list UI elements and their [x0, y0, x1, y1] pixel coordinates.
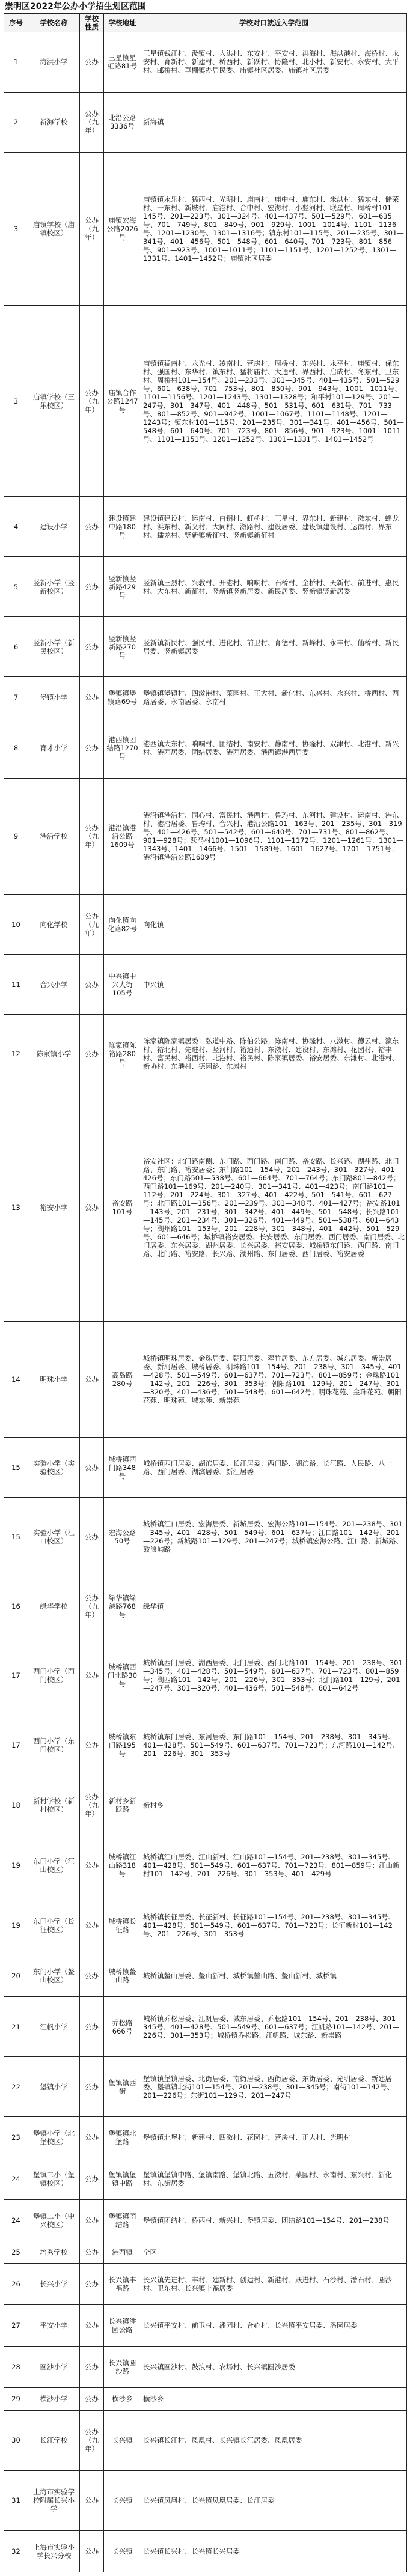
school-name: 培秀学校 — [28, 2241, 80, 2264]
row-number: 17 — [4, 1715, 28, 1775]
row-number: 18 — [4, 1775, 28, 1835]
school-address: 庙镇合作公路1247号 — [104, 306, 141, 497]
school-name: 堡镇二小（中兴校区） — [28, 2199, 80, 2241]
school-address: 堡镇镇堡镇中路 — [104, 2158, 141, 2199]
admission-scope: 城桥镇乔松居委、江帆居委、城东居委、乔松路101—154号、201—238号、301—345号、401—428号、501—549号、601—637号；江帆路101—142号、201—226号、301—353号；城桥镇乔松路、江帆路、城东路、新崇路 — [141, 1997, 407, 2057]
school-name: 西门小学（东门校区） — [28, 1715, 80, 1775]
admission-scope: 陈家镇陈家镇居委：弘道中路、陈伯公路；陈南村、协隆村、八滧村、德云村、瀛东村、裕北村、先进村、竖河村、裕通村、东滧村、建设村、东滩村、花园村、裕丰村、富民村、裕西村、北港村、裕民村、陈家镇居委、裕安居委、东滩村、北港村、新协村、东港村、德园路、东滩村 — [141, 1015, 407, 1093]
school-type: 公办 — [80, 32, 104, 93]
school-address: 港西镇 — [104, 2241, 141, 2264]
row-number: 4 — [4, 497, 28, 557]
school-type: 公办（九年） — [80, 2410, 104, 2470]
school-type: 公办（九年） — [80, 152, 104, 306]
table-row — [4, 2117, 407, 2158]
school-name: 新村学校（新村校区） — [28, 1775, 80, 1835]
school-type: 公办（九年） — [80, 895, 104, 955]
row-number: 15 — [4, 1438, 28, 1498]
school-name: 绿华学校 — [28, 1576, 80, 1636]
school-address: 长兴镇潘园公路 — [104, 2305, 141, 2347]
admission-scope: 城桥镇明珠居委、金珠居委、朝阳居委、翠竹居委、东方居委、城东居委、新崇居委、新河居委、城桥居委、明珠路101—154号、201—238号、301—345号、401—428号、501—549号、601—637号、701—723号、801—859号；金珠路101—142号、201—226号、301—353号；朝阳路101—129号、201—247号、301—320号、401—436号、501—548号、601—642号；明珠花苑、金珠花苑、朝阳花苑、明珠苑、城东苑、新崇苑 — [141, 1322, 407, 1438]
school-type: 公办 — [80, 1997, 104, 2057]
table-row — [4, 1015, 407, 1093]
table-row — [4, 955, 407, 1015]
header-school-type: 学校性质 — [80, 14, 104, 32]
row-number: 11 — [4, 955, 28, 1015]
admission-scope: 向化镇 — [141, 895, 407, 955]
school-type: 公办 — [80, 2158, 104, 2199]
school-name: 育才小学 — [28, 718, 80, 778]
school-type: 公办 — [80, 677, 104, 718]
school-name: 明珠小学 — [28, 1322, 80, 1438]
school-address: 堡镇镇北堡路 — [104, 2117, 141, 2158]
admission-scope: 城桥镇鳌山居委、鳌山新村、城桥镇鳌山路、鳌山新村、城桥镇 — [141, 1955, 407, 1997]
school-address: 港西镇团结路1270号 — [104, 718, 141, 778]
school-name: 港沿学校 — [28, 778, 80, 894]
table-row — [4, 1576, 407, 1636]
school-type: 公办 — [80, 1438, 104, 1498]
table-row — [4, 2530, 407, 2572]
row-number: 26 — [4, 2264, 28, 2305]
table-row — [4, 306, 407, 497]
admission-scope: 堡镇镇堡镇中路、堡镇南路、堡镇北路、五滧村、菜园村、永南村、东兴村、新化村、东街居委 — [141, 2158, 407, 2199]
admission-scope: 长兴镇长江村、凤凰村、长兴镇长江居委、凤凰居委 — [141, 2410, 407, 2470]
school-name: 上海市实验小学长兴分校 — [28, 2530, 80, 2572]
admission-scope: 竖新镇三烈村、兴教村、开港村、响哃村、石桥村、金桥村、天新村、前进村、惠民村、大东村、新征村、竖新镇竖新居委、新民居委、竖新镇竖新居委 — [141, 557, 407, 617]
school-type: 公办 — [80, 2388, 104, 2411]
school-address: 城桥镇西门路348号 — [104, 1438, 141, 1498]
school-name: 竖新小学（新民校区） — [28, 617, 80, 677]
row-number: 23 — [4, 2117, 28, 2158]
school-type: 公办 — [80, 955, 104, 1015]
table-row — [4, 497, 407, 557]
school-name: 庙镇学校（庙镇校区） — [28, 152, 80, 306]
row-number: 19 — [4, 1835, 28, 1895]
school-address: 裕安路101号 — [104, 1093, 141, 1322]
school-address: 堡镇镇堡镇路69号 — [104, 677, 141, 718]
header-no: 序号 — [4, 14, 28, 32]
table-row — [4, 1955, 407, 1997]
table-row — [4, 2305, 407, 2347]
admission-scope: 长兴镇圆沙村、鼓浪村、农场村、长兴镇圆沙居委 — [141, 2347, 407, 2388]
header-scope: 学校对口就近入学范围 — [141, 14, 407, 32]
school-address: 横沙乡 — [104, 2388, 141, 2411]
school-type: 公办（九年） — [80, 778, 104, 894]
school-type: 公办（九年） — [80, 92, 104, 152]
school-type: 公办 — [80, 1093, 104, 1322]
table-row — [4, 2241, 407, 2264]
table-row — [4, 152, 407, 306]
admission-scope: 城桥镇西门居委、湖滨居委、长江居委、西门路、湖滨路、长江路、人民路、八一路、西门居委、湖滨居委、新江居委 — [141, 1438, 407, 1498]
row-number: 31 — [4, 2470, 28, 2530]
table-row — [4, 2470, 407, 2530]
admission-table — [4, 13, 407, 2572]
admission-scope: 新海镇 — [141, 92, 407, 152]
school-type: 公办 — [80, 718, 104, 778]
row-number: 30 — [4, 2410, 28, 2470]
row-number: 1 — [4, 32, 28, 93]
row-number: 6 — [4, 617, 28, 677]
school-type: 公办 — [80, 2264, 104, 2305]
school-name: 建设小学 — [28, 497, 80, 557]
table-row — [4, 32, 407, 93]
table-row — [4, 778, 407, 894]
admission-scope: 堡镇镇堡镇居委、北街居委、南街居委、西街居委、东街居委、光明居委、新建居委、堡镇镇北街101—154号、201—238号、301—345号；南街101—142号、201—226号；东街101—129号、201—247号 — [141, 2057, 407, 2117]
table-row — [4, 2410, 407, 2470]
row-number: 5 — [4, 557, 28, 617]
school-name: 东门小学（长征校区） — [28, 1895, 80, 1955]
admission-scope: 长兴镇长兴村、长兴镇长兴居委 — [141, 2530, 407, 2572]
table-body — [4, 32, 407, 2572]
school-address: 三星镇星虹路81号 — [104, 32, 141, 93]
row-number: 10 — [4, 895, 28, 955]
table-row — [4, 2388, 407, 2411]
school-name: 江帆小学 — [28, 1997, 80, 2057]
admission-scope: 竖新镇新民村、强民村、进化村、前卫村、育德村、新峰村、永丰村、仙桥村、新民居委、竖新镇居委 — [141, 617, 407, 677]
row-number: 15 — [4, 1498, 28, 1576]
school-address: 长兴镇圆沙路 — [104, 2347, 141, 2388]
school-name: 堡镇小学（北堡校区） — [28, 2117, 80, 2158]
school-address: 长兴镇 — [104, 2470, 141, 2530]
row-number: 2 — [4, 92, 28, 152]
school-address: 向化镇向化路82号 — [104, 895, 141, 955]
admission-scope: 长兴镇先进村、丰村、建新村、创建村、新港村、跃进村、石沙村、潘石村、圆沙村、卫东村、长兴镇丰福居委 — [141, 2264, 407, 2305]
table-row — [4, 2347, 407, 2388]
row-number: 12 — [4, 1015, 28, 1093]
row-number: 9 — [4, 778, 28, 894]
table-row — [4, 1895, 407, 1955]
table-row — [4, 2158, 407, 2199]
school-name: 新海学校 — [28, 92, 80, 152]
school-address: 城桥镇东门路195号 — [104, 1715, 141, 1775]
school-name: 上海市实验学校附属长兴小学 — [28, 2470, 80, 2530]
table-row — [4, 2199, 407, 2241]
school-type: 公办 — [80, 2305, 104, 2347]
header-school-name: 学校名称 — [28, 14, 80, 32]
admission-scope: 新村乡 — [141, 1775, 407, 1835]
school-name: 合兴小学 — [28, 955, 80, 1015]
row-number: 14 — [4, 1322, 28, 1438]
school-type: 公办 — [80, 2057, 104, 2117]
school-type: 公办 — [80, 2347, 104, 2388]
row-number: 32 — [4, 2530, 28, 2572]
admission-scope: 横沙乡 — [141, 2388, 407, 2411]
table-row — [4, 1775, 407, 1835]
school-name: 庙镇学校（三乐校区） — [28, 306, 80, 497]
admission-scope: 城桥镇长征居委、长征新村、长征路101—154号、201—238号、301—345号、401—428号、501—549号、601—637号、701—723号；长征新村101—142号、201—226号、301—353号 — [141, 1895, 407, 1955]
school-type: 公办 — [80, 497, 104, 557]
school-address: 陈家镇陈裕路280号 — [104, 1015, 141, 1093]
school-name: 裕安小学 — [28, 1093, 80, 1322]
school-type: 公办 — [80, 1895, 104, 1955]
row-number: 19 — [4, 1895, 28, 1955]
admission-scope: 庙镇镇猛南村、永光村、凌南村、营房村、周桥村、东兴村、永平村、庙镇村、保东村、强国村、东华村、镇东村、猛将庙村、大通村、界西村、启成村、冬东村、卫东村、周桥村101—154号、201—233号、301—345号、401—435号、501—529号、601—638号、701—753号、801—850号、901—943号、1001—1011号、1101—1156号、1201—1243号、1301—1328号；和平村101—129号、201—247号、301—347号、401—448号、501—531号、601—631号、701—733号、801—852号、901—942号、1001—1067号、1101—1148号、1201—1243号；镇东村101—115号、201—235号、301—341号、401—456号、501—548号、601—640号、701—723号、801—856号、901—923号、1001—1011号、1101—1151号、1201—1252号、1301—1331号、1401—1452号 — [141, 306, 407, 497]
school-type: 公办 — [80, 2117, 104, 2158]
school-address: 城桥镇鳌山路 — [104, 1955, 141, 1997]
table-row — [4, 677, 407, 718]
row-number: 27 — [4, 2305, 28, 2347]
school-name: 堡镇小学 — [28, 677, 80, 718]
school-type: 公办（九年） — [80, 306, 104, 497]
school-address: 长兴镇 — [104, 2410, 141, 2470]
school-name: 海洪小学 — [28, 32, 80, 93]
school-type: 公办（九年） — [80, 1775, 104, 1835]
school-address: 乔松路666号 — [104, 1997, 141, 2057]
school-address: 高岛路280号 — [104, 1322, 141, 1438]
row-number: 7 — [4, 677, 28, 718]
school-name: 东门小学（江山校区） — [28, 1835, 80, 1895]
school-name: 向化学校 — [28, 895, 80, 955]
row-number: 29 — [4, 2388, 28, 2411]
school-type: 公办（九年） — [80, 1576, 104, 1636]
row-number: 17 — [4, 1636, 28, 1715]
admission-scope: 中兴镇 — [141, 955, 407, 1015]
school-name: 东门小学（鳌山校区） — [28, 1955, 80, 1997]
school-address: 长兴镇丰福路 — [104, 2264, 141, 2305]
school-name: 横沙小学 — [28, 2388, 80, 2411]
admission-scope: 港西镇大东村、响哃村、团结村、南安村、静南村、协隆村、双津村、北港村、新兴村、港西居委、团结居委、港西居委、港西镇港西居委 — [141, 718, 407, 778]
school-name: 实验小学（江口校区） — [28, 1498, 80, 1576]
school-type: 公办 — [80, 1498, 104, 1576]
admission-scope: 城桥镇东门居委、东河居委、东门路101—154号、201—238号、301—345号、401—428号、501—549号、601—637号、701—723号；东河路101—142号、201—226号、301—353号 — [141, 1715, 407, 1775]
school-address: 港沿镇港沿公路1609号 — [104, 778, 141, 894]
admission-scope: 庙镇镇永乐村、猛西村、光明村、庙南村、庙中村、庙东村、米洪村、猛东村、储荣村、一东村、新城村、庙港村、合中村、宏海村、小竖河村、联星村、周桥村101—145号、201—223号、301—324号、401—437号、501—529号、601—635号、701—749号、801—849号、901—929号、1001—1014号、1101—1136号、1201—1230号、1301—1316号；镇东村101—115号、201—235号、301—341号、401—456号、501—548号、601—640号、701—723号、801—856号、901—923号、1001—1011号；1101—1151号、1201—1252号、1301—1331号、1401—1452号；庙镇社区居委 — [141, 152, 407, 306]
admission-scope: 城桥镇江口居委、宏海居委、新城居委、宏海公路101—154号、201—238号、301—345号、401—428号、501—549号、601—637号；江口路101—142号、201—226号；新城路101—129号、201—247号；城桥镇宏海公路、江口路、新城路、鼓浪屿路 — [141, 1498, 407, 1576]
table-row — [4, 1322, 407, 1438]
school-name: 西门小学（西门校区） — [28, 1636, 80, 1715]
admission-scope: 城桥镇江山居委、江山新村、江山路101—154号、201—238号、301—345号、401—428号、501—549号、601—637号、701—723号、801—859号；江山新村101—142号、201—226号、301—353号、401—429号 — [141, 1835, 407, 1895]
row-number: 8 — [4, 718, 28, 778]
school-address: 中兴镇中兴大街105号 — [104, 955, 141, 1015]
school-type: 公办 — [80, 1015, 104, 1093]
admission-scope: 裕安社区：北门路南侧、东门路、西门路、南门路、裕安路、长兴路、湖州路、北门路、东门路、裕安居委；东门路101—154号、201—243号、301—327号、401—426号；东门路501—538号、601—664号、701—764号；东门路801—842号；西门路101—169号、201—240号、301—341号、401—423号；南门路101—112号、201—224号、301—327号、401—422号、501—541号、601—627号；北门路101—156号、201—239号、301—348号、401—427号；裕安路101—143号、201—231号、301—342号、401—449号、501—548号；长兴路101—145号、201—234号、301—326号、401—449号、501—538号、601—643号；湖州路101—153号、201—228号、301—348号、401—442号、501—529号、601—646号；城桥镇裕安居委、长安居委、东门居委、西门居委、南门居委、北门居委、东兴居委、湖州居委、长兴居委、裕安居委、城桥镇东门路、西门路、南门路、北门路、裕安路、长兴路、湖州路、东门居委、西门居委、裕安居委 — [141, 1093, 407, 1322]
school-type: 公办 — [80, 1715, 104, 1775]
school-type: 公办 — [80, 1636, 104, 1715]
header-school-address: 学校地址 — [104, 14, 141, 32]
school-type: 公办 — [80, 2470, 104, 2530]
school-address: 宏海公路50号 — [104, 1498, 141, 1576]
admission-scope: 长兴镇凤凰村、长兴镇凤凰居委、长江居委 — [141, 2470, 407, 2530]
admission-scope: 堡镇镇堡镇村、四滧港村、菜园村、正大村、新化村、东兴村、永兴村、桥西村、西路居委、永南居委、永南村 — [141, 677, 407, 718]
row-number: 20 — [4, 1955, 28, 1997]
school-address: 长兴镇 — [104, 2530, 141, 2572]
school-address: 建设镇建中路180号 — [104, 497, 141, 557]
school-address: 竖新镇竖新路429号 — [104, 557, 141, 617]
school-type: 公办 — [80, 2530, 104, 2572]
school-address: 新村乡新跃路 — [104, 1775, 141, 1835]
table-row — [4, 1715, 407, 1775]
row-number: 24 — [4, 2158, 28, 2199]
table-row — [4, 1093, 407, 1322]
school-address: 北沿公路3336号 — [104, 92, 141, 152]
school-name: 实验小学（实验校区） — [28, 1438, 80, 1498]
admission-scope: 堡镇镇团结村、桥西村、新兴村、堡镇居委、团结路101—154号、201—238号 — [141, 2199, 407, 2241]
school-name: 堡镇二小（堡镇校区） — [28, 2158, 80, 2199]
row-number: 25 — [4, 2241, 28, 2264]
school-name: 平安小学 — [28, 2305, 80, 2347]
admission-scope: 绿华镇 — [141, 1576, 407, 1636]
table-row — [4, 1636, 407, 1715]
row-number: 28 — [4, 2347, 28, 2388]
admission-scope: 三星镇钱江村、汲镇村、大洪村、东安村、平安村、洪海村、海洪港村、海桥村、永安村、育新村、新建村、桥西村、新跃村、协隆村、北小村、新安村、永安村、大平村、邮桥村、草棚镇办居民委、庙镇社区居委、庙镇社区居委 — [141, 32, 407, 93]
table-row — [4, 1438, 407, 1498]
row-number: 16 — [4, 1576, 28, 1636]
admission-scope: 港沿镇港沿村、同心村、富民村、港西村、鲁玙村、东河村、建设村、运南村、港东村、港沿居委、鲁玙村、合兴村、港沿公路101—163号、201—235号、301—319号、401—426号、501—542号、601—640号、701—731号、801—862号、901—928号；跃马村1001—1096号、1101—1172号、1201—1261号、1301—1343号、1401—1466号、1501—1589号、1601—1627号、1701—1751号；港沿镇港沿公路1609号 — [141, 778, 407, 894]
table-row — [4, 895, 407, 955]
admission-scope: 长兴镇平安村、前卫村、潘园村、合心村、长兴镇平安居委、潘园居委 — [141, 2305, 407, 2347]
school-type: 公办 — [80, 1955, 104, 1997]
school-type: 公办 — [80, 1322, 104, 1438]
table-row — [4, 617, 407, 677]
school-name: 长江学校 — [28, 2410, 80, 2470]
table-row — [4, 2057, 407, 2117]
table-row — [4, 1997, 407, 2057]
school-address: 城桥镇长征路 — [104, 1895, 141, 1955]
row-number: 24 — [4, 2199, 28, 2241]
school-type: 公办 — [80, 2199, 104, 2241]
school-name: 长兴小学 — [28, 2264, 80, 2305]
table-row — [4, 1835, 407, 1895]
row-number: 3 — [4, 306, 28, 497]
row-number: 3 — [4, 152, 28, 306]
table-row — [4, 92, 407, 152]
school-type: 公办 — [80, 617, 104, 677]
school-name: 陈家镇小学 — [28, 1015, 80, 1093]
school-type: 公办 — [80, 2241, 104, 2264]
school-name: 竖新小学（竖新校区） — [28, 557, 80, 617]
page-title: 崇明区2022年公办小学招生划区范围 — [5, 2, 146, 11]
admission-scope: 城桥镇西门居委、湖西居委、北门居委、西门北路101—154号、201—238号、301—345号、401—428号、501—549号、601—637号、701—723号、801—859号；湖西路101—142号、201—226号、301—353号；北门路101—129号、201—247号、301—320号、401—436号、501—548号、601—642号 — [141, 1636, 407, 1715]
admission-scope: 堡镇镇北堡村、新建村、四滧村、花园村、营房村、正大村、光明村 — [141, 2117, 407, 2158]
school-address: 城桥镇西门北路30号 — [104, 1636, 141, 1715]
school-address: 城桥镇江山路318号 — [104, 1835, 141, 1895]
table-header-row — [4, 14, 407, 32]
row-number: 21 — [4, 1997, 28, 2057]
school-type: 公办 — [80, 557, 104, 617]
table-row — [4, 718, 407, 778]
school-address: 庙镇宏海公路2026号 — [104, 152, 141, 306]
school-address: 堡镇镇西街 — [104, 2057, 141, 2117]
school-name: 圆沙小学 — [28, 2347, 80, 2388]
school-address: 绿华镇绿港路768号 — [104, 1576, 141, 1636]
row-number: 22 — [4, 2057, 28, 2117]
school-type: 公办 — [80, 1835, 104, 1895]
school-address: 竖新镇竖新路270号 — [104, 617, 141, 677]
school-address: 堡镇镇团结路 — [104, 2199, 141, 2241]
admission-scope: 全区 — [141, 2241, 407, 2264]
school-name: 堡镇小学 — [28, 2057, 80, 2117]
admission-scope: 建设镇建设村、运南村、白钥村、虹桥村、三星村、界东村、新建村、滧东村、蟠龙村、浜东村、新义村、大同村、滧路村、建设居委、建设镇建设村、运南村、界东村、蟠龙村、竖新镇新征村、竖新镇新征村 — [141, 497, 407, 557]
table-row — [4, 557, 407, 617]
row-number: 13 — [4, 1093, 28, 1322]
table-row — [4, 2264, 407, 2305]
table-row — [4, 1498, 407, 1576]
